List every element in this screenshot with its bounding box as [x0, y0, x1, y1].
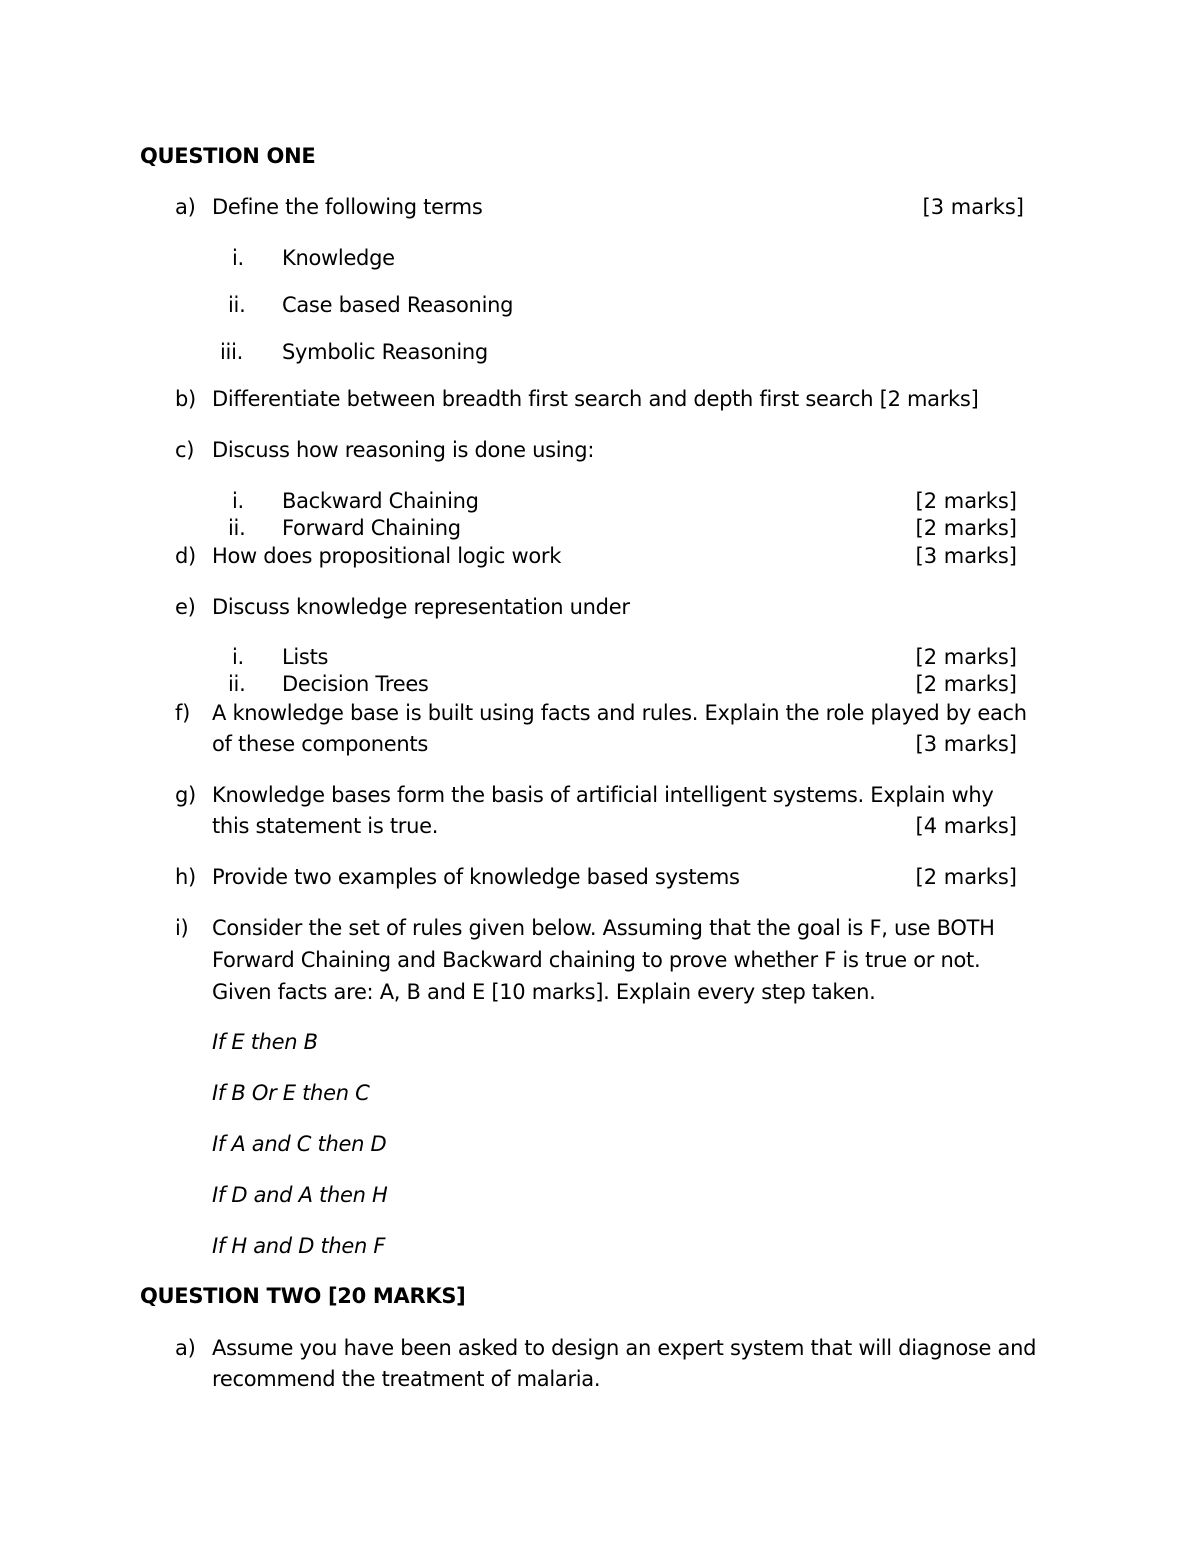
item-a-label: a) [175, 195, 196, 219]
item-g-line-1: Knowledge bases form the basis of artificial intelligent systems. Explain why [212, 783, 994, 807]
item-a-sub-2-text: Case based Reasoning [282, 293, 514, 317]
item-e-sub-1-text: Lists [282, 645, 329, 669]
item-a-sub-3-text: Symbolic Reasoning [282, 340, 488, 364]
question-one-heading: QUESTION ONE [140, 144, 316, 168]
item-d-label: d) [175, 544, 196, 568]
item-c-sub-1-text: Backward Chaining [282, 489, 479, 513]
item-f-line-2: of these components [212, 732, 428, 756]
item-g-label: g) [175, 783, 196, 807]
item-d-marks: [3 marks] [915, 544, 1017, 568]
item-i-line-1: Consider the set of rules given below. Assuming that the goal is F, use BOTH [212, 916, 995, 940]
item-c-sub-2-marks: [2 marks] [915, 516, 1017, 540]
item-a-sub-1-text: Knowledge [282, 246, 395, 270]
item-b-text: Differentiate between breadth first search and depth first search [2 marks] [212, 387, 979, 411]
item-a-marks: [3 marks] [922, 195, 1024, 219]
item-e-sub-2-marks: [2 marks] [915, 672, 1017, 696]
question-two-heading: QUESTION TWO [20 MARKS] [140, 1284, 466, 1308]
item-c-sub-1-marks: [2 marks] [915, 489, 1017, 513]
item-c-sub-1-num: i. [232, 489, 244, 513]
item-c-sub-2-num: ii. [228, 516, 246, 540]
item-a-sub-2-num: ii. [228, 293, 246, 317]
rule-4: If D and A then H [212, 1183, 388, 1207]
item-c-text: Discuss how reasoning is done using: [212, 438, 595, 462]
item-a-sub-3-num: iii. [220, 340, 243, 364]
item-h-label: h) [175, 865, 196, 889]
item-e-sub-2-text: Decision Trees [282, 672, 429, 696]
item-f-line-1: A knowledge base is built using facts and rules. Explain the role played by each [212, 701, 1027, 725]
item-e-text: Discuss knowledge representation under [212, 595, 630, 619]
rule-2: If B Or E then C [212, 1081, 370, 1105]
item-i-line-3: Given facts are: A, B and E [10 marks]. Explain every step taken. [212, 980, 876, 1004]
rule-1: If E then B [212, 1030, 318, 1054]
item-c-label: c) [175, 438, 195, 462]
rule-3: If A and C then D [212, 1132, 387, 1156]
item-e-sub-2-num: ii. [228, 672, 246, 696]
item-a-sub-1-num: i. [232, 246, 244, 270]
item-f-marks: [3 marks] [915, 732, 1017, 756]
item-e-sub-1-num: i. [232, 645, 244, 669]
item-h-marks: [2 marks] [915, 865, 1017, 889]
item-g-line-2: this statement is true. [212, 814, 439, 838]
item-a-text: Define the following terms [212, 195, 483, 219]
q2-item-a-line-1: Assume you have been asked to design an expert system that will diagnose and [212, 1336, 1037, 1360]
item-g-marks: [4 marks] [915, 814, 1017, 838]
item-d-text: How does propositional logic work [212, 544, 562, 568]
item-b-label: b) [175, 387, 196, 411]
rule-5: If H and D then F [212, 1234, 386, 1258]
item-e-label: e) [175, 595, 196, 619]
item-c-sub-2-text: Forward Chaining [282, 516, 461, 540]
item-i-label: i) [175, 916, 189, 940]
item-i-line-2: Forward Chaining and Backward chaining to prove whether F is true or not. [212, 948, 981, 972]
q2-item-a-label: a) [175, 1336, 196, 1360]
item-h-text: Provide two examples of knowledge based systems [212, 865, 740, 889]
q2-item-a-line-2: recommend the treatment of malaria. [212, 1367, 601, 1391]
item-e-sub-1-marks: [2 marks] [915, 645, 1017, 669]
item-f-label: f) [175, 701, 190, 725]
